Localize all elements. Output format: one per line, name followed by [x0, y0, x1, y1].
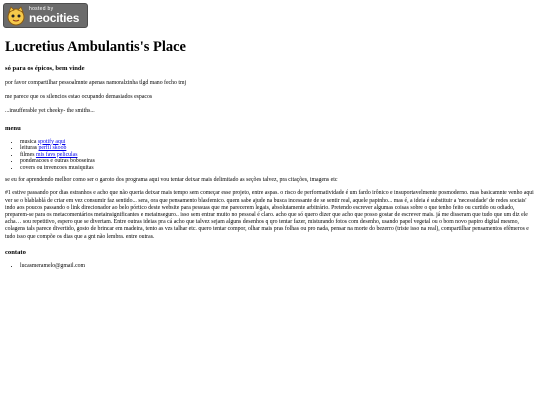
intro-paragraph-1: por favor compartilhar pessoalmnte apenas namoralzinha tlgd mano fecho tmj: [5, 80, 187, 86]
menu-item-label: musica: [20, 138, 38, 145]
menu-item-label: ponderacoes e outras boboseiras: [20, 158, 95, 165]
contact-list: [5, 263, 535, 270]
intro-paragraph-3: ...insufferable yet cheeky- the smiths...: [5, 108, 95, 115]
post-1-text: #1 estive passando por dias estranhos e acho que não queria deixar mais tempo sem começar esse projeto, entre aspas. o risco de performatividade é um fardo irônico e insuportavelmente posmoderno. mas basicamnte venho aqui ver se o blablablá de criar em vez consumir faz sentido... sera, ora que pensamento blasfemico. quem sabe ajude na busca incessante de se sentir real, aquele papinho... mas é, a ideia é substituir a 'necessidade' de redes sociais' indo aos poucos passando o link direcionador ao belo pórtico deste website para pessuas que me parecerem legais, absolutamente arbitrário. Pretendo escrever algumas coisas sobre o que tenho feito ou curtido ou odiado, preparem-se para os metacomentários metainsignificantes e metainseguro.. isso sem entrar muito no pessoal é claro. acho que só quero dizer que acho que posso gostar de escrever mais. já me disseram que tudo que um diz ele acha… sou repetitivo, espero que se divertam. Entre outras ideias pra cá acho que talvez sejam alguns desenhos q qro tentar fazer, misturando fotos com desenho, usando papel vegetal ou o bom novo papiro digital mesmo, colagens tals parece divertido, gosto de brincar em madeira, tento as vzs talhar etc. quero tentar compor, olhar mais pras folhas ou pro nada, pensar na morte do bezerro (triste isso na real), compartilhar pensamentos efêmeros e tudo isso que compõe os dias que a gnt não lembra. entre outras.: [5, 190, 534, 240]
menu-heading: menu: [5, 124, 21, 132]
page-content: [5, 38, 535, 269]
spotify-link[interactable]: spotify aqui: [37, 138, 66, 145]
page-subtitle: só para os épicos, bem vinde: [5, 65, 85, 72]
badge-hosted-by: hosted by: [29, 6, 54, 12]
badge-neocities: neocities: [29, 11, 80, 25]
menu-item-label: leituras: [20, 145, 39, 152]
menu-list: [5, 139, 535, 172]
neocities-cat-icon: [5, 5, 27, 27]
menu-item-covers: [20, 165, 535, 172]
sections-note: se eu for aprendendo melhor como ser o garoto dos programa aqui vou tentar deixar mais delimitado as seções talvez, pra citações, imagens etc: [5, 177, 338, 184]
intro-paragraph-2: me parece que os silencios estao ocupando demasiados espacos: [5, 94, 153, 101]
peliculas-link[interactable]: mis favs peliculas: [35, 151, 78, 158]
menu-item-label: filmes: [20, 151, 36, 158]
page-title: Lucretius Ambulantis's Place: [5, 39, 186, 55]
menu-item-label: covers ou invencoes musiquitas: [20, 164, 94, 171]
contact-email: • lucasmeramelo@gmail.com: [20, 263, 535, 270]
neocities-badge[interactable]: [3, 3, 88, 28]
skoob-link[interactable]: perfil skoob: [38, 145, 67, 152]
contact-heading: contato: [5, 248, 26, 256]
badge-text: [29, 7, 79, 24]
